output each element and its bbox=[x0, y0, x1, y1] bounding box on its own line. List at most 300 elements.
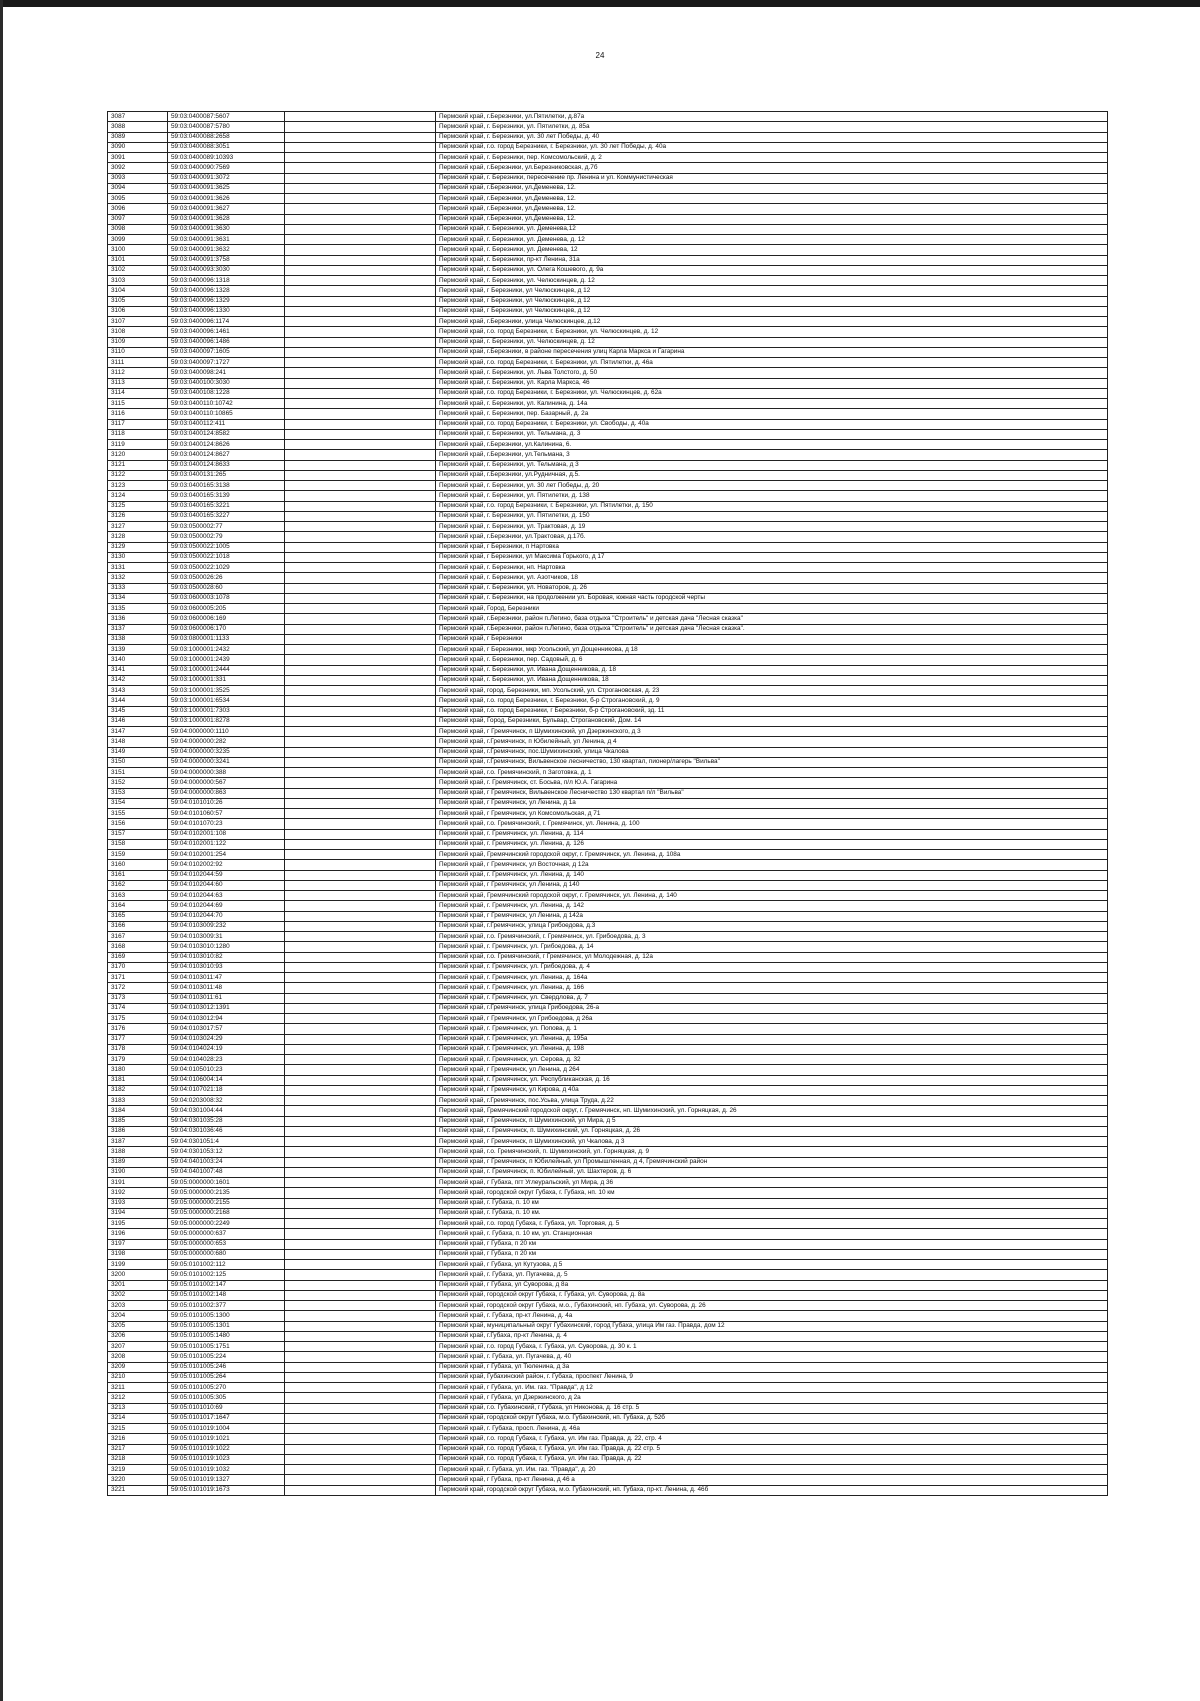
row-number-cell: 3122 bbox=[108, 470, 168, 480]
cadastral-number-cell: 59:03:0400124:8627 bbox=[168, 450, 285, 460]
empty-cell bbox=[285, 1424, 436, 1434]
empty-cell bbox=[285, 737, 436, 747]
empty-cell bbox=[285, 1106, 436, 1116]
address-cell: Пермский край, г Березники, ул Челюскинцев, д 12 bbox=[436, 286, 1108, 296]
table-row bbox=[108, 1178, 1108, 1188]
cadastral-number-cell: 59:04:0000000:3235 bbox=[168, 747, 285, 757]
table-row bbox=[108, 1137, 1108, 1147]
table-row bbox=[108, 696, 1108, 706]
table-row bbox=[108, 798, 1108, 808]
empty-cell bbox=[285, 645, 436, 655]
table-row bbox=[108, 809, 1108, 819]
row-number-cell: 3193 bbox=[108, 1198, 168, 1208]
address-cell: Пермский край, г Губаха, ул Кутузова, д 5 bbox=[436, 1260, 1108, 1270]
address-cell: Пермский край, г. Гремячинск, ул. Республиканская, д. 16 bbox=[436, 1075, 1108, 1085]
row-number-cell: 3139 bbox=[108, 645, 168, 655]
row-number-cell: 3178 bbox=[108, 1044, 168, 1054]
row-number-cell: 3131 bbox=[108, 563, 168, 573]
address-cell: Пермский край, г.Березники, в районе пересечения улиц Карла Маркса и Гагарина bbox=[436, 347, 1108, 357]
row-number-cell: 3154 bbox=[108, 798, 168, 808]
cadastral-number-cell: 59:04:0102044:60 bbox=[168, 880, 285, 890]
page-number: 24 bbox=[595, 51, 605, 60]
cadastral-number-cell: 59:04:0000000:3241 bbox=[168, 757, 285, 767]
empty-cell bbox=[285, 1065, 436, 1075]
address-cell: Пермский край, г. Гремячинск, ул. Ленина, д. 198 bbox=[436, 1044, 1108, 1054]
row-number-cell: 3167 bbox=[108, 932, 168, 942]
empty-cell bbox=[285, 1383, 436, 1393]
cadastral-number-cell: 59:03:0400091:3627 bbox=[168, 204, 285, 214]
address-cell: Пермский край, г. Губаха, ул. Пугачева, д. 5 bbox=[436, 1270, 1108, 1280]
empty-cell bbox=[285, 470, 436, 480]
cadastral-number-cell: 59:03:1000001:3525 bbox=[168, 686, 285, 696]
cadastral-table-body bbox=[108, 112, 1108, 1496]
row-number-cell: 3219 bbox=[108, 1465, 168, 1475]
empty-cell bbox=[285, 122, 436, 132]
address-cell: Пермский край, г. Березники, пр-кт Ленина, 31а bbox=[436, 255, 1108, 265]
address-cell: Пермский край, г. Березники, пер. Базарный, д. 2а bbox=[436, 409, 1108, 419]
address-cell: Пермский край, г.о. Гремячинский, п Заготовка, д. 1 bbox=[436, 768, 1108, 778]
table-row bbox=[108, 1403, 1108, 1413]
cadastral-number-cell: 59:04:0000000:282 bbox=[168, 737, 285, 747]
empty-cell bbox=[285, 429, 436, 439]
address-cell: Пермский край, г.о. город Березники, г. Березники, ул. Челюскинцев, д. 62а bbox=[436, 388, 1108, 398]
empty-cell bbox=[285, 1413, 436, 1423]
cadastral-number-cell: 59:05:0101005:1480 bbox=[168, 1331, 285, 1341]
row-number-cell: 3097 bbox=[108, 214, 168, 224]
cadastral-number-cell: 59:04:0301036:46 bbox=[168, 1126, 285, 1136]
address-cell: Пермский край, г.о. Гремячинский, г Гремячинск, ул Молодежная, д. 12а bbox=[436, 952, 1108, 962]
empty-cell bbox=[285, 409, 436, 419]
row-number-cell: 3201 bbox=[108, 1280, 168, 1290]
cadastral-number-cell: 59:03:0400124:8633 bbox=[168, 460, 285, 470]
address-cell: Пермский край, городской округ Губаха, г. Губаха, нп. 10 км bbox=[436, 1188, 1108, 1198]
table-row bbox=[108, 1280, 1108, 1290]
cadastral-number-cell: 59:03:1000001:2439 bbox=[168, 655, 285, 665]
cadastral-number-cell: 59:05:0000000:1601 bbox=[168, 1178, 285, 1188]
table-row bbox=[108, 204, 1108, 214]
address-cell: Пермский край, г. Гремячинск, ул. Грибоедова, д. 4 bbox=[436, 962, 1108, 972]
cadastral-number-cell: 59:04:0101010:26 bbox=[168, 798, 285, 808]
cadastral-number-cell: 59:05:0101005:1301 bbox=[168, 1321, 285, 1331]
table-row bbox=[108, 1188, 1108, 1198]
address-cell: Пермский край, г Губаха, ул Суворова, д 8а bbox=[436, 1280, 1108, 1290]
address-cell: Пермский край, г. Губаха, пр-кт Ленина, д. 4а bbox=[436, 1311, 1108, 1321]
table-row bbox=[108, 634, 1108, 644]
cadastral-number-cell: 59:03:0600006:170 bbox=[168, 624, 285, 634]
table-row bbox=[108, 1014, 1108, 1024]
table-row bbox=[108, 1003, 1108, 1013]
cadastral-number-cell: 59:03:0400097:1605 bbox=[168, 347, 285, 357]
cadastral-number-cell: 59:03:0600005:205 bbox=[168, 604, 285, 614]
address-cell: Пермский край, Гремячинский городской округ, г. Гремячинск, ул. Ленина, д. 140 bbox=[436, 891, 1108, 901]
empty-cell bbox=[285, 911, 436, 921]
cadastral-number-cell: 59:03:0500028:60 bbox=[168, 583, 285, 593]
empty-cell bbox=[285, 788, 436, 798]
row-number-cell: 3136 bbox=[108, 614, 168, 624]
table-row bbox=[108, 1321, 1108, 1331]
cadastral-number-cell: 59:05:0101005:246 bbox=[168, 1362, 285, 1372]
row-number-cell: 3092 bbox=[108, 163, 168, 173]
address-cell: Пермский край, г. Гремячинск, ст. Босьва, п/л Ю.А. Гагарина bbox=[436, 778, 1108, 788]
cadastral-number-cell: 59:03:0400108:1228 bbox=[168, 388, 285, 398]
cadastral-number-cell: 59:03:0400096:1174 bbox=[168, 317, 285, 327]
cadastral-number-cell: 59:04:0102002:92 bbox=[168, 860, 285, 870]
empty-cell bbox=[285, 747, 436, 757]
address-cell: Пермский край, г Березники, ул Максима Горького, д 17 bbox=[436, 552, 1108, 562]
row-number-cell: 3152 bbox=[108, 778, 168, 788]
table-row bbox=[108, 1434, 1108, 1444]
row-number-cell: 3113 bbox=[108, 378, 168, 388]
address-cell: Пермский край, г Губаха, п 20 км bbox=[436, 1249, 1108, 1259]
row-number-cell: 3107 bbox=[108, 317, 168, 327]
address-cell: Пермский край, г. Березники, ул. Олега Кошевого, д. 9а bbox=[436, 265, 1108, 275]
row-number-cell: 3194 bbox=[108, 1208, 168, 1218]
row-number-cell: 3119 bbox=[108, 440, 168, 450]
row-number-cell: 3115 bbox=[108, 399, 168, 409]
empty-cell bbox=[285, 450, 436, 460]
cadastral-number-cell: 59:05:0101019:1022 bbox=[168, 1444, 285, 1454]
address-cell: Пермский край, г Гремячинск, п Шумихинский, ул Дзержинского, д 3 bbox=[436, 727, 1108, 737]
row-number-cell: 3184 bbox=[108, 1106, 168, 1116]
address-cell: Пермский край, г.о. Гремячинский, г. Гремячинск, ул. Ленина, д. 100 bbox=[436, 819, 1108, 829]
cadastral-number-cell: 59:03:1000001:6534 bbox=[168, 696, 285, 706]
address-cell: Пермский край, г. Березники, ул. Пятилетки, д. 138 bbox=[436, 491, 1108, 501]
row-number-cell: 3197 bbox=[108, 1239, 168, 1249]
empty-cell bbox=[285, 153, 436, 163]
table-row bbox=[108, 593, 1108, 603]
address-cell: Пермский край, г.Гремячинск, Вильвенское лесничество, 130 квартал, пионер/лагерь "Вильва" bbox=[436, 757, 1108, 767]
row-number-cell: 3132 bbox=[108, 573, 168, 583]
address-cell: Пермский край, Гремячинский городской округ, г. Гремячинск, нп. Шумихинский, ул. Горняцкая, д. 26 bbox=[436, 1106, 1108, 1116]
row-number-cell: 3214 bbox=[108, 1413, 168, 1423]
table-row bbox=[108, 194, 1108, 204]
address-cell: Пермский край, г.Березники, район п.Легино, база отдыха "Строитель" и детская дача "Лесная сказка" bbox=[436, 614, 1108, 624]
address-cell: Пермский край, г. Березники, ул. Тельмана, д. 3 bbox=[436, 429, 1108, 439]
empty-cell bbox=[285, 1331, 436, 1341]
row-number-cell: 3135 bbox=[108, 604, 168, 614]
address-cell: Пермский край, г.Березники, улица Челюскинцев, д.12 bbox=[436, 317, 1108, 327]
row-number-cell: 3216 bbox=[108, 1434, 168, 1444]
cadastral-number-cell: 59:03:0400097:1727 bbox=[168, 358, 285, 368]
cadastral-number-cell: 59:04:0102044:70 bbox=[168, 911, 285, 921]
empty-cell bbox=[285, 860, 436, 870]
empty-cell bbox=[285, 1085, 436, 1095]
address-cell: Пермский край, Гремячинский городской округ, г. Гремячинск, ул. Ленина, д. 108а bbox=[436, 850, 1108, 860]
table-row bbox=[108, 1290, 1108, 1300]
table-row bbox=[108, 296, 1108, 306]
cadastral-number-cell: 59:04:0101070:23 bbox=[168, 819, 285, 829]
cadastral-number-cell: 59:04:0103009:31 bbox=[168, 932, 285, 942]
empty-cell bbox=[285, 1444, 436, 1454]
cadastral-number-cell: 59:04:0301035:28 bbox=[168, 1116, 285, 1126]
cadastral-number-cell: 59:04:0301053:12 bbox=[168, 1147, 285, 1157]
address-cell: Пермский край, г. Гремячинск, ул. Ленина, д. 166 bbox=[436, 983, 1108, 993]
cadastral-number-cell: 59:04:0000000:1110 bbox=[168, 727, 285, 737]
table-row bbox=[108, 1229, 1108, 1239]
row-number-cell: 3164 bbox=[108, 901, 168, 911]
empty-cell bbox=[285, 1229, 436, 1239]
empty-cell bbox=[285, 1321, 436, 1331]
table-row bbox=[108, 973, 1108, 983]
address-cell: Пермский край, г.о. Гремячинский, г. Гремячинск, ул. Грибоедова, д. 3 bbox=[436, 932, 1108, 942]
row-number-cell: 3173 bbox=[108, 993, 168, 1003]
row-number-cell: 3109 bbox=[108, 337, 168, 347]
empty-cell bbox=[285, 921, 436, 931]
row-number-cell: 3093 bbox=[108, 173, 168, 183]
cadastral-number-cell: 59:05:0101002:125 bbox=[168, 1270, 285, 1280]
cadastral-number-cell: 59:03:0400091:3758 bbox=[168, 255, 285, 265]
address-cell: Пермский край, городской округ Губаха, м.о. Губахинский, нп. Губаха, пр-кт. Ленина, д. 46б bbox=[436, 1485, 1108, 1495]
row-number-cell: 3188 bbox=[108, 1147, 168, 1157]
cadastral-number-cell: 59:04:0102001:254 bbox=[168, 850, 285, 860]
address-cell: Пермский край, Город, Березники bbox=[436, 604, 1108, 614]
address-cell: Пермский край, г Гремячинск, ул Комсомольская, д 71 bbox=[436, 809, 1108, 819]
address-cell: Пермский край, г. Березники, ул. Деменева, д. 12 bbox=[436, 235, 1108, 245]
table-row bbox=[108, 1147, 1108, 1157]
cadastral-number-cell: 59:03:0400090:7569 bbox=[168, 163, 285, 173]
cadastral-number-cell: 59:05:0101019:1673 bbox=[168, 1485, 285, 1495]
row-number-cell: 3156 bbox=[108, 819, 168, 829]
cadastral-number-cell: 59:05:0101002:148 bbox=[168, 1290, 285, 1300]
cadastral-number-cell: 59:03:0400093:3030 bbox=[168, 265, 285, 275]
address-cell: Пермский край, г.Гремячинск, улица Грибоедова, 26-а bbox=[436, 1003, 1108, 1013]
row-number-cell: 3196 bbox=[108, 1229, 168, 1239]
table-row bbox=[108, 491, 1108, 501]
empty-cell bbox=[285, 460, 436, 470]
table-row bbox=[108, 286, 1108, 296]
cadastral-number-cell: 59:03:1000001:331 bbox=[168, 675, 285, 685]
table-row bbox=[108, 265, 1108, 275]
empty-cell bbox=[285, 1311, 436, 1321]
row-number-cell: 3091 bbox=[108, 153, 168, 163]
empty-cell bbox=[285, 1372, 436, 1382]
cadastral-number-cell: 59:04:0104024:19 bbox=[168, 1044, 285, 1054]
row-number-cell: 3142 bbox=[108, 675, 168, 685]
cadastral-number-cell: 59:03:0400165:3227 bbox=[168, 511, 285, 521]
row-number-cell: 3171 bbox=[108, 973, 168, 983]
row-number-cell: 3101 bbox=[108, 255, 168, 265]
scan-border-left bbox=[0, 0, 3, 1701]
table-row bbox=[108, 645, 1108, 655]
table-row bbox=[108, 347, 1108, 357]
address-cell: Пермский край, город. Березники, мп. Усольский, ул. Строгановская, д. 23 bbox=[436, 686, 1108, 696]
row-number-cell: 3146 bbox=[108, 716, 168, 726]
cadastral-number-cell: 59:04:0103024:29 bbox=[168, 1034, 285, 1044]
address-cell: Пермский край, г. Губаха, просп. Ленина, д. 46а bbox=[436, 1424, 1108, 1434]
row-number-cell: 3120 bbox=[108, 450, 168, 460]
empty-cell bbox=[285, 491, 436, 501]
row-number-cell: 3206 bbox=[108, 1331, 168, 1341]
table-row bbox=[108, 255, 1108, 265]
empty-cell bbox=[285, 1249, 436, 1259]
empty-cell bbox=[285, 419, 436, 429]
address-cell: Пермский край, г.о. город Березники, г. Березники, ул. 30 лет Победы, д. 40а bbox=[436, 142, 1108, 152]
cadastral-number-cell: 59:03:0400110:10865 bbox=[168, 409, 285, 419]
cadastral-number-cell: 59:03:1000001:7303 bbox=[168, 706, 285, 716]
empty-cell bbox=[285, 798, 436, 808]
row-number-cell: 3111 bbox=[108, 358, 168, 368]
empty-cell bbox=[285, 563, 436, 573]
table-row bbox=[108, 542, 1108, 552]
empty-cell bbox=[285, 583, 436, 593]
empty-cell bbox=[285, 1044, 436, 1054]
cadastral-number-cell: 59:03:1000001:2444 bbox=[168, 665, 285, 675]
address-cell: Пермский край, г. Березники, ул. Деменева,12 bbox=[436, 224, 1108, 234]
cadastral-number-cell: 59:04:0301051:4 bbox=[168, 1137, 285, 1147]
empty-cell bbox=[285, 183, 436, 193]
empty-cell bbox=[285, 634, 436, 644]
empty-cell bbox=[285, 1260, 436, 1270]
row-number-cell: 3138 bbox=[108, 634, 168, 644]
row-number-cell: 3125 bbox=[108, 501, 168, 511]
empty-cell bbox=[285, 819, 436, 829]
address-cell: Пермский край, Губахинский район, г. Губаха, проспект Ленина, 9 bbox=[436, 1372, 1108, 1382]
empty-cell bbox=[285, 778, 436, 788]
scan-border-top bbox=[0, 0, 1200, 7]
row-number-cell: 3210 bbox=[108, 1372, 168, 1382]
empty-cell bbox=[285, 511, 436, 521]
row-number-cell: 3218 bbox=[108, 1454, 168, 1464]
table-row bbox=[108, 501, 1108, 511]
cadastral-number-cell: 59:04:0102001:122 bbox=[168, 839, 285, 849]
row-number-cell: 3150 bbox=[108, 757, 168, 767]
empty-cell bbox=[285, 829, 436, 839]
table-row bbox=[108, 716, 1108, 726]
row-number-cell: 3208 bbox=[108, 1352, 168, 1362]
row-number-cell: 3127 bbox=[108, 522, 168, 532]
address-cell: Пермский край, г.Березники, ул.Деменева, 12. bbox=[436, 183, 1108, 193]
table-row bbox=[108, 1424, 1108, 1434]
table-row bbox=[108, 450, 1108, 460]
empty-cell bbox=[285, 522, 436, 532]
row-number-cell: 3215 bbox=[108, 1424, 168, 1434]
row-number-cell: 3147 bbox=[108, 727, 168, 737]
table-row bbox=[108, 429, 1108, 439]
address-cell: Пермский край, г.Березники, ул.Рудничная, д.5. bbox=[436, 470, 1108, 480]
address-cell: Пермский край, городской округ Губаха, м.о. Губахинский, нп. Губаха, д. 52б bbox=[436, 1413, 1108, 1423]
row-number-cell: 3175 bbox=[108, 1014, 168, 1024]
cadastral-number-cell: 59:03:0400124:8626 bbox=[168, 440, 285, 450]
row-number-cell: 3095 bbox=[108, 194, 168, 204]
cadastral-number-cell: 59:04:0301004:44 bbox=[168, 1106, 285, 1116]
row-number-cell: 3116 bbox=[108, 409, 168, 419]
address-cell: Пермский край, г.Гремячинск, улица Грибоедова, д.3 bbox=[436, 921, 1108, 931]
address-cell: Пермский край, г Гремячинск, ул Ленина, д 264 bbox=[436, 1065, 1108, 1075]
cadastral-number-cell: 59:05:0101002:147 bbox=[168, 1280, 285, 1290]
address-cell: Пермский край, г. Березники, ул. Челюскинцев, д. 12 bbox=[436, 337, 1108, 347]
table-row bbox=[108, 768, 1108, 778]
empty-cell bbox=[285, 1116, 436, 1126]
cadastral-number-cell: 59:03:0500022:1029 bbox=[168, 563, 285, 573]
empty-cell bbox=[285, 204, 436, 214]
cadastral-number-cell: 59:04:0103011:61 bbox=[168, 993, 285, 1003]
empty-cell bbox=[285, 399, 436, 409]
row-number-cell: 3105 bbox=[108, 296, 168, 306]
address-cell: Пермский край, г. Березники, нп. Нартовка bbox=[436, 563, 1108, 573]
row-number-cell: 3174 bbox=[108, 1003, 168, 1013]
address-cell: Пермский край, г Гремячинск, ул Кирова, д 40а bbox=[436, 1085, 1108, 1095]
row-number-cell: 3191 bbox=[108, 1178, 168, 1188]
empty-cell bbox=[285, 1003, 436, 1013]
cadastral-number-cell: 59:04:0000000:863 bbox=[168, 788, 285, 798]
cadastral-table bbox=[107, 111, 1108, 1496]
empty-cell bbox=[285, 952, 436, 962]
cadastral-number-cell: 59:05:0101005:224 bbox=[168, 1352, 285, 1362]
row-number-cell: 3211 bbox=[108, 1383, 168, 1393]
table-row bbox=[108, 470, 1108, 480]
empty-cell bbox=[285, 542, 436, 552]
row-number-cell: 3204 bbox=[108, 1311, 168, 1321]
table-row bbox=[108, 665, 1108, 675]
cadastral-number-cell: 59:03:0400091:3625 bbox=[168, 183, 285, 193]
empty-cell bbox=[285, 962, 436, 972]
cadastral-number-cell: 59:04:0101060:57 bbox=[168, 809, 285, 819]
table-row bbox=[108, 901, 1108, 911]
cadastral-number-cell: 59:03:0400100:3030 bbox=[168, 378, 285, 388]
table-row bbox=[108, 1167, 1108, 1177]
cadastral-number-cell: 59:04:0103010:93 bbox=[168, 962, 285, 972]
empty-cell bbox=[285, 696, 436, 706]
table-row bbox=[108, 850, 1108, 860]
row-number-cell: 3133 bbox=[108, 583, 168, 593]
address-cell: Пермский край, г. Березники, на продолжении ул. Боровая, южная часть городской черты bbox=[436, 593, 1108, 603]
table-row bbox=[108, 952, 1108, 962]
table-row bbox=[108, 1311, 1108, 1321]
table-row bbox=[108, 1393, 1108, 1403]
table-row bbox=[108, 819, 1108, 829]
cadastral-number-cell: 59:05:0101005:264 bbox=[168, 1372, 285, 1382]
empty-cell bbox=[285, 870, 436, 880]
address-cell: Пермский край, г. Гремячинск, ул. Ленина, д. 140 bbox=[436, 870, 1108, 880]
row-number-cell: 3149 bbox=[108, 747, 168, 757]
empty-cell bbox=[285, 624, 436, 634]
address-cell: Пермский край, г Березники, ул Челюскинцев, д 12 bbox=[436, 306, 1108, 316]
cadastral-number-cell: 59:05:0101019:1004 bbox=[168, 1424, 285, 1434]
table-row bbox=[108, 235, 1108, 245]
row-number-cell: 3106 bbox=[108, 306, 168, 316]
cadastral-number-cell: 59:03:0400091:3072 bbox=[168, 173, 285, 183]
cadastral-number-cell: 59:04:0102001:108 bbox=[168, 829, 285, 839]
row-number-cell: 3190 bbox=[108, 1167, 168, 1177]
table-row bbox=[108, 747, 1108, 757]
cadastral-number-cell: 59:04:0103010:1280 bbox=[168, 942, 285, 952]
row-number-cell: 3165 bbox=[108, 911, 168, 921]
address-cell: Пермский край, г. Березники, пер. Комсомольский, д. 2 bbox=[436, 153, 1108, 163]
cadastral-number-cell: 59:04:0107021:18 bbox=[168, 1085, 285, 1095]
cadastral-number-cell: 59:05:0101002:377 bbox=[168, 1301, 285, 1311]
empty-cell bbox=[285, 1342, 436, 1352]
empty-cell bbox=[285, 942, 436, 952]
cadastral-number-cell: 59:03:0400112:411 bbox=[168, 419, 285, 429]
address-cell: Пермский край, г. Гремячинск, ул. Серова, д. 32 bbox=[436, 1055, 1108, 1065]
empty-cell bbox=[285, 440, 436, 450]
row-number-cell: 3179 bbox=[108, 1055, 168, 1065]
address-cell: Пермский край, г.Березники, ул.Деменева, 12. bbox=[436, 204, 1108, 214]
address-cell: Пермский край, г.о. город Березники, г. Березники, ул. Челюскинцев, д. 12 bbox=[436, 327, 1108, 337]
table-row bbox=[108, 481, 1108, 491]
table-row bbox=[108, 317, 1108, 327]
empty-cell bbox=[285, 1239, 436, 1249]
cadastral-number-cell: 59:05:0000000:637 bbox=[168, 1229, 285, 1239]
table-row bbox=[108, 1331, 1108, 1341]
row-number-cell: 3153 bbox=[108, 788, 168, 798]
table-row bbox=[108, 460, 1108, 470]
table-row bbox=[108, 829, 1108, 839]
address-cell: Пермский край, г.Гремячинск, п Юбилейный, ул Ленина, д 4 bbox=[436, 737, 1108, 747]
row-number-cell: 3213 bbox=[108, 1403, 168, 1413]
table-row bbox=[108, 358, 1108, 368]
row-number-cell: 3221 bbox=[108, 1485, 168, 1495]
